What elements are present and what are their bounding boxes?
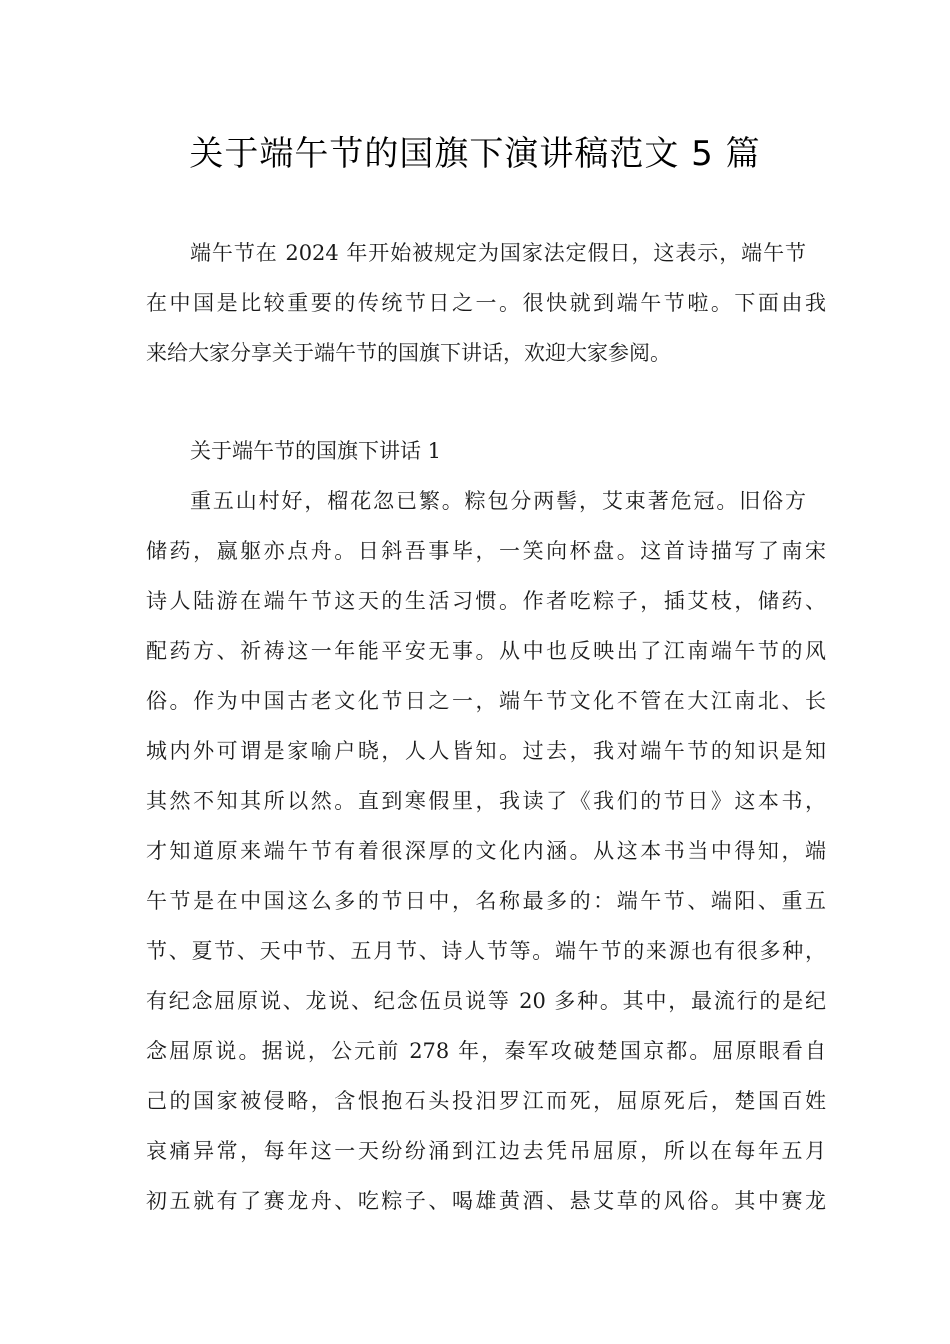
body-line: 城内外可谓是家喻户晓，人人皆知。过去，我对端午节的知识是知 <box>146 739 826 763</box>
body-line: 哀痛异常，每年这一天纷纷涌到江边去凭吊屈原，所以在每年五月 <box>146 1139 826 1163</box>
document-title: 关于端午节的国旗下演讲稿范文 5 篇 <box>189 134 761 174</box>
body-line: 念屈原说。据说，公元前 278 年，秦军攻破楚国京都。屈原眼看自 <box>146 1039 826 1063</box>
section-heading: 关于端午节的国旗下讲话 1 <box>190 439 442 463</box>
body-line: 诗人陆游在端午节这天的生活习惯。作者吃粽子，插艾枝，储药、 <box>146 589 826 613</box>
body-line: 节、夏节、天中节、五月节、诗人节等。端午节的来源也有很多种， <box>146 939 826 963</box>
body-line: 己的国家被侵略，含恨抱石头投汨罗江而死，屈原死后，楚国百姓 <box>146 1089 826 1113</box>
intro-line: 在中国是比较重要的传统节日之一。很快就到端午节啦。下面由我 <box>146 291 826 315</box>
body-line: 储药，嬴躯亦点舟。日斜吾事毕，一笑向杯盘。这首诗描写了南宋 <box>146 539 826 563</box>
body-line: 重五山村好，榴花忽已繁。粽包分两髻，艾束著危冠。旧俗方 <box>190 489 806 513</box>
body-line: 才知道原来端午节有着很深厚的文化内涵。从这本书当中得知，端 <box>146 839 826 863</box>
body-line: 午节是在中国这么多的节日中，名称最多的：端午节、端阳、重五 <box>146 889 826 913</box>
body-line: 初五就有了赛龙舟、吃粽子、喝雄黄酒、悬艾草的风俗。其中赛龙 <box>146 1189 826 1213</box>
body-line: 俗。作为中国古老文化节日之一，端午节文化不管在大江南北、长 <box>146 689 826 713</box>
intro-line: 端午节在 2024 年开始被规定为国家法定假日，这表示，端午节 <box>190 241 806 265</box>
body-line: 有纪念屈原说、龙说、纪念伍员说等 20 多种。其中，最流行的是纪 <box>146 989 826 1013</box>
intro-line: 来给大家分享关于端午节的国旗下讲话，欢迎大家参阅。 <box>146 341 671 365</box>
body-line: 其然不知其所以然。直到寒假里，我读了《我们的节日》这本书， <box>146 789 826 813</box>
body-line: 配药方、祈祷这一年能平安无事。从中也反映出了江南端午节的风 <box>146 639 826 663</box>
